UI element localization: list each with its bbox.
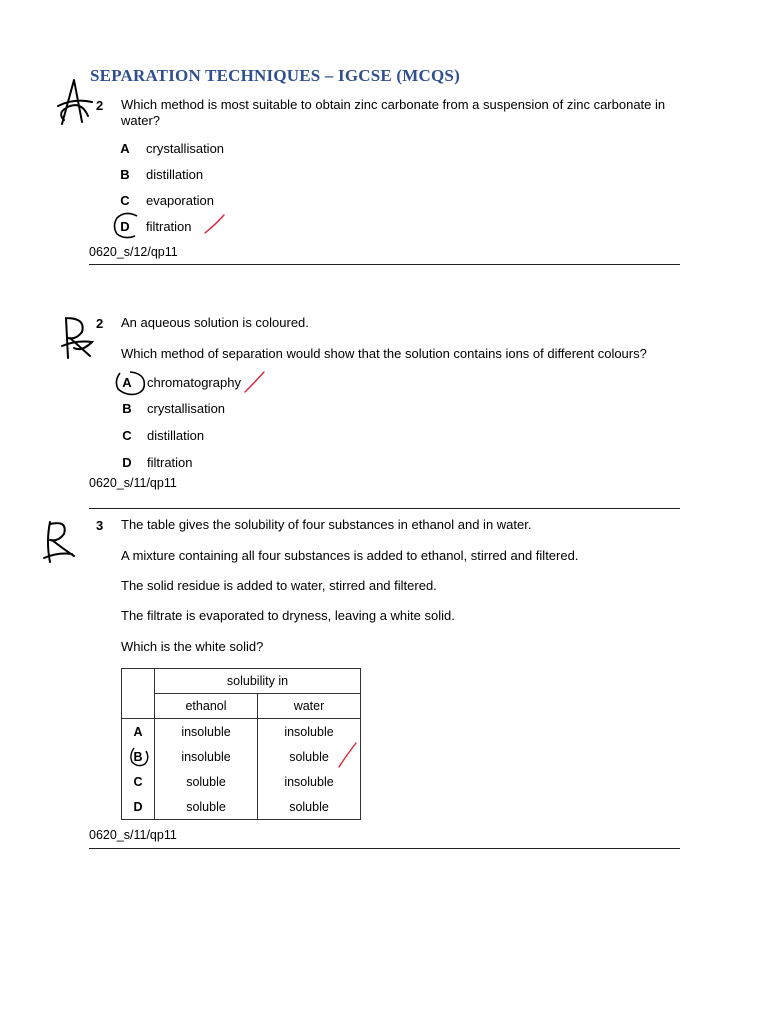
row-letter: D [122, 794, 155, 820]
q2-option-d-letter: D [122, 455, 132, 470]
question-1-text-line2: water? [121, 113, 161, 128]
table-row [122, 744, 361, 769]
page-title: SEPARATION TECHNIQUES – IGCSE (MCQS) [90, 66, 460, 85]
question-1-number: 2 [96, 98, 104, 113]
handwritten-signature-3 [40, 518, 78, 566]
q1-option-b-letter: B [120, 167, 130, 182]
row-letter: B [122, 744, 155, 769]
table-row [122, 719, 361, 745]
divider-3 [89, 848, 680, 849]
q1-option-d-letter: D [120, 219, 130, 234]
q1-option-c-letter: C [120, 193, 130, 208]
table-row [122, 794, 361, 820]
row-letter: C [122, 769, 155, 794]
column-ethanol-header: ethanol [155, 694, 258, 719]
question-3-line-5: Which is the white solid? [121, 639, 264, 654]
q2-answer-circle [114, 369, 148, 397]
q1-reference: 0620_s/12/qp11 [89, 245, 178, 259]
question-3-line-2: A mixture containing all four substances is added to ethanol, stirred and filtered. [121, 548, 579, 563]
column-water-header: water [258, 694, 361, 719]
q2-option-b-letter: B [122, 401, 132, 416]
q1-option-d-text: filtration [146, 219, 192, 234]
q1-option-a-letter: A [120, 141, 130, 156]
q2-option-b-text: crystallisation [147, 401, 226, 416]
water-cell: insoluble [258, 769, 361, 794]
question-3-number: 3 [96, 518, 104, 533]
question-2-text-line1: An aqueous solution is coloured. [121, 315, 309, 330]
ethanol-cell: insoluble [155, 719, 258, 745]
ethanol-cell: soluble [155, 794, 258, 820]
q1-answer-circle [111, 210, 143, 240]
divider-1 [89, 264, 680, 265]
handwritten-signature-2 [56, 312, 96, 362]
water-cell: insoluble [258, 719, 361, 745]
q2-option-c-letter: C [122, 428, 132, 443]
q3-tick-icon [336, 740, 360, 770]
q2-option-c-text: distillation [147, 428, 205, 443]
q2-option-d-text: filtration [147, 455, 193, 470]
q2-option-a-text: chromatography [147, 375, 241, 390]
handwritten-signature-1 [52, 76, 96, 130]
question-3-line-4: The filtrate is evaporated to dryness, leaving a white solid. [121, 608, 455, 623]
q3-reference: 0620_s/11/qp11 [89, 828, 177, 842]
ethanol-cell: insoluble [155, 744, 258, 769]
table-row [122, 769, 361, 794]
row-letter: A [122, 719, 155, 745]
question-2-text-line2: Which method of separation would show that the solution contains ions of different colours? [121, 346, 647, 361]
water-cell: soluble [258, 794, 361, 820]
table-header: solubility in [155, 669, 361, 694]
q2-tick-icon [242, 369, 268, 395]
question-1-text-line1: Which method is most suitable to obtain zinc carbonate from a suspension of zinc carbonate in [121, 97, 666, 112]
question-2-number: 2 [96, 316, 104, 331]
question-3-line-1: The table gives the solubility of four substances in ethanol and in water. [121, 517, 532, 532]
q1-tick-icon [202, 212, 228, 236]
divider-2 [89, 508, 680, 509]
q1-option-b-text: distillation [146, 167, 204, 182]
q2-reference: 0620_s/11/qp11 [89, 476, 177, 490]
water-cell: soluble [258, 744, 361, 769]
q1-option-a-text: crystallisation [146, 141, 225, 156]
solubility-table [121, 668, 361, 820]
ethanol-cell: soluble [155, 769, 258, 794]
q1-option-c-text: evaporation [146, 193, 214, 208]
q3-answer-circle [128, 745, 152, 769]
table-corner-cell [122, 669, 155, 719]
q2-option-a-letter: A [122, 375, 132, 390]
question-3-line-3: The solid residue is added to water, stirred and filtered. [121, 578, 437, 593]
